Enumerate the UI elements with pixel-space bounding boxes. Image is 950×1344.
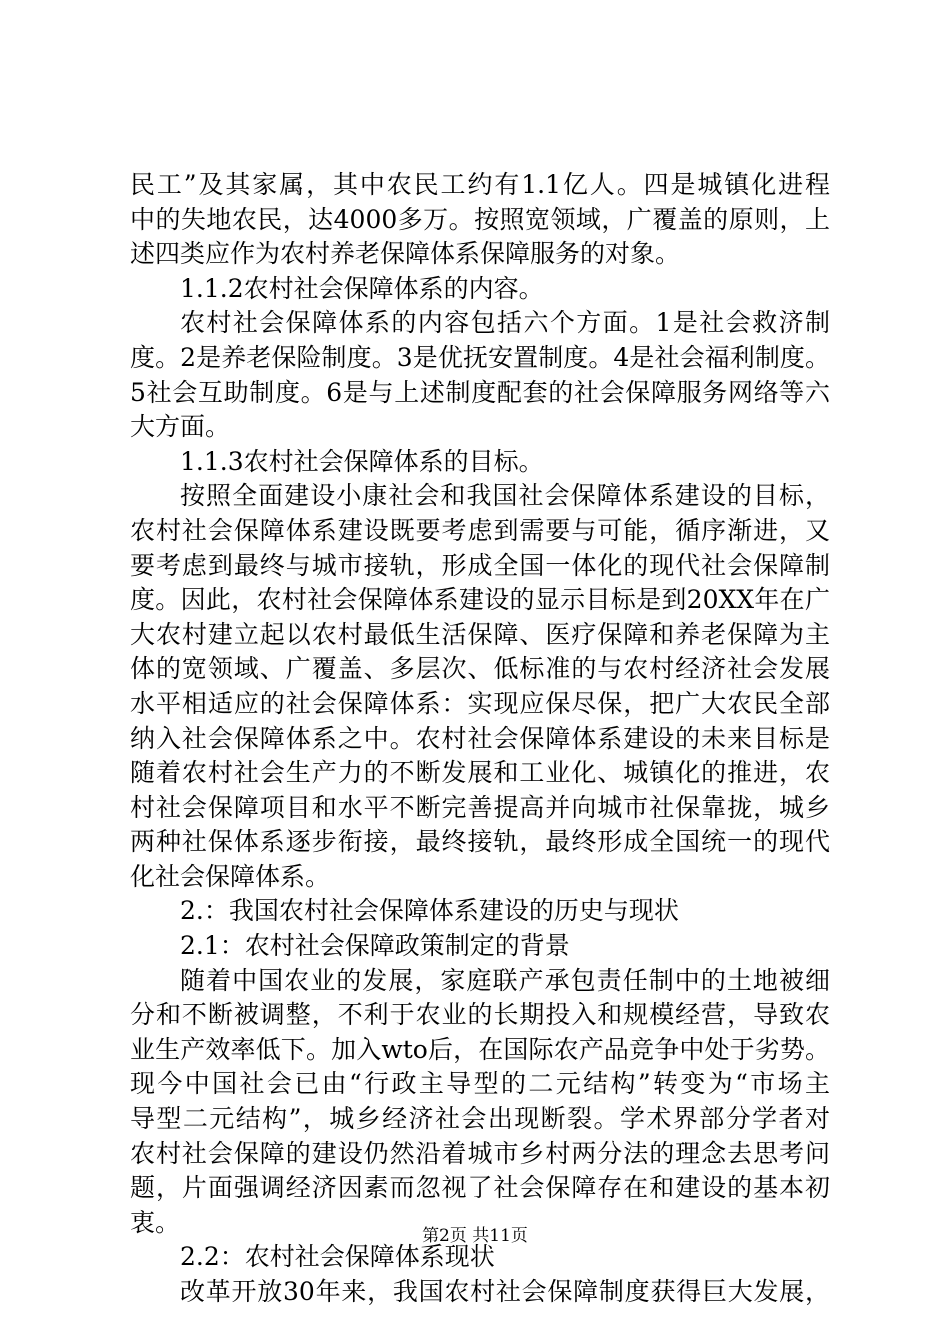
text-line: 要考虑到最终与城市接轨，形成全国一体化的现代社会保障制: [130, 550, 830, 580]
text-line: 1.1.2农村社会保障体系的内容。: [180, 273, 544, 303]
text-line: 2.：我国农村社会保障体系建设的历史与现状: [180, 896, 679, 926]
text-line: 体的宽领域、广覆盖、多层次、低标准的与农村经济社会发展: [130, 654, 830, 684]
text-line: 纳入社会保障体系之中。农村社会保障体系建设的未来目标是: [130, 723, 830, 753]
text-line: 农村社会保障的建设仍然沿着城市乡村两分法的理念去思考问: [130, 1138, 830, 1168]
text-line: 度。2是养老保险制度。3是优抚安置制度。4是社会福利制度。: [130, 342, 830, 372]
text-line: 大农村建立起以农村最低生活保障、医疗保障和养老保障为主: [130, 619, 830, 649]
text-line: 改革开放30年来，我国农村社会保障制度获得巨大发展，: [180, 1277, 830, 1306]
text-line: 化社会保障体系。: [130, 861, 331, 891]
text-line: 村社会保障项目和水平不断完善提高并向城市社保靠拢，城乡: [130, 792, 830, 822]
text-line: 述四类应作为农村养老保障体系保障服务的对象。: [130, 239, 681, 269]
document-body: [130, 168, 830, 1310]
text-line: 按照全面建设小康社会和我国社会保障体系建设的目标，: [180, 481, 830, 511]
text-line: 2.1：农村社会保障政策制定的背景: [180, 931, 570, 961]
text-line: 民工”及其家属，其中农民工约有1.1亿人。四是城镇化进程: [130, 170, 830, 199]
text-line: 1.1.3农村社会保障体系的目标。: [180, 446, 544, 476]
text-line: 水平相适应的社会保障体系：实现应保尽保，把广大农民全部: [130, 688, 830, 718]
text-line: 2.2：农村社会保障体系现状: [180, 1242, 495, 1272]
text-line: 中的失地农民，达4000多万。按照宽领域，广覆盖的原则，上: [130, 204, 830, 234]
text-line: 度。因此，农村社会保障体系建设的显示目标是到20XX年在广: [130, 585, 830, 615]
text-line: 5社会互助制度。6是与上述制度配套的社会保障服务网络等六: [130, 377, 830, 407]
text-line: 大方面。: [130, 412, 231, 442]
text-line: 农村社会保障体系建设既要考虑到需要与可能，循序渐进，又: [130, 515, 830, 545]
text-line: 业生产效率低下。加入wto后，在国际农产品竞争中处于劣势。: [130, 1034, 830, 1064]
text-line: 农村社会保障体系的内容包括六个方面。1是社会救济制: [180, 308, 830, 338]
text-line: 导型二元结构”，城乡经济社会出现断裂。学术界部分学者对: [130, 1104, 830, 1134]
page-footer: 第2页 共11页: [422, 1226, 528, 1246]
text-line: 现今中国社会已由“行政主导型的二元结构”转变为“市场主: [130, 1069, 830, 1099]
text-line: 题，片面强调经济因素而忽视了社会保障存在和建设的基本初: [130, 1173, 830, 1203]
text-line: 衷。: [130, 1207, 181, 1237]
text-line: 分和不断被调整，不利于农业的长期投入和规模经营，导致农: [130, 1000, 830, 1030]
text-line: 两种社保体系逐步衔接，最终接轨，最终形成全国统一的现代: [130, 827, 830, 857]
text-line: 随着农村社会生产力的不断发展和工业化、城镇化的推进，农: [130, 758, 830, 788]
text-line: 随着中国农业的发展，家庭联产承包责任制中的土地被细: [180, 965, 830, 995]
